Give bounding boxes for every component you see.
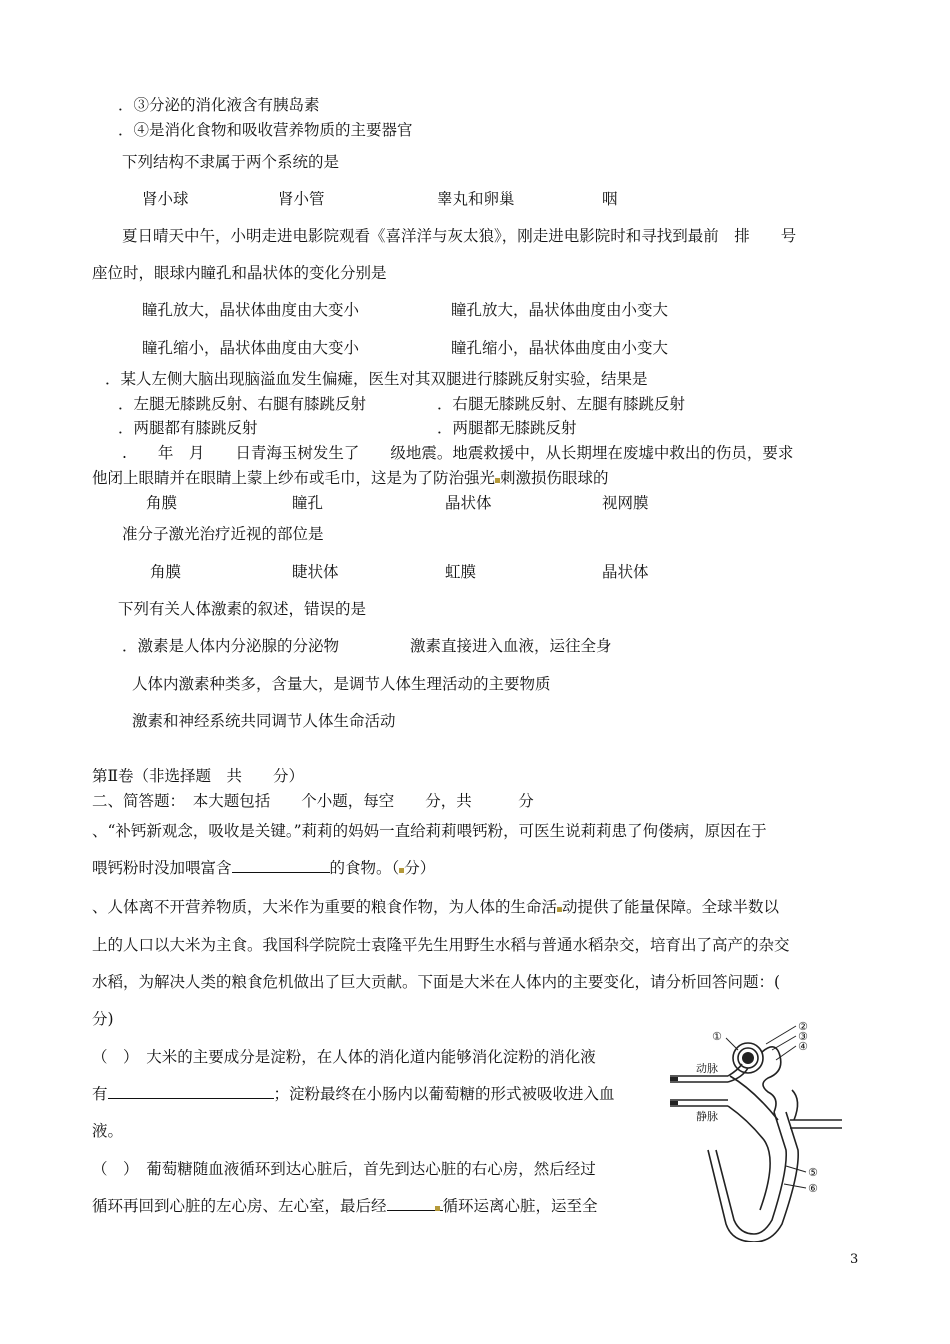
- option-b: 瞳孔: [292, 494, 324, 512]
- section-title: 第Ⅱ卷（非选择题 共 分）: [92, 767, 305, 785]
- question-stem: 下列有关人体激素的叙述，错误的是: [118, 600, 367, 618]
- artery-label: 动脉: [696, 1062, 718, 1075]
- option-c: 瞳孔缩小，晶状体曲度由大变小: [142, 339, 360, 357]
- option-b: 瞳孔放大，晶状体曲度由小变大: [451, 301, 669, 319]
- option-c: ．③分泌的消化液含有胰岛素: [118, 96, 320, 114]
- label-5: ⑤: [808, 1166, 818, 1179]
- label-4: ④: [798, 1040, 808, 1053]
- option-d: 瞳孔缩小，晶状体曲度由小变大: [451, 339, 669, 357]
- question-stem: 、人体离不开营养物质，大米作为重要的粮食作物，为人体的生命活 动提供了能量保障。全球半数以: [92, 898, 780, 916]
- option-d: 晶状体: [602, 563, 649, 581]
- option-b: 睫状体: [292, 563, 339, 581]
- section-subtitle: 二、简答题： 本大题包括 个小题，每空 分，共 分: [92, 792, 534, 810]
- option-d: 激素和神经系统共同调节人体生命活动: [132, 712, 396, 730]
- sub-question-1-cont: 有 ；淀粉最终在小肠内以葡萄糖的形式被吸收进入血: [92, 1085, 615, 1103]
- option-a: 肾小球: [142, 190, 189, 208]
- label-6: ⑥: [808, 1182, 818, 1195]
- option-d: ．两腿都无膝跳反射: [437, 419, 577, 437]
- sub-question-1-cont: 液。: [92, 1122, 124, 1140]
- option-c: 人体内激素种类多，含量大，是调节人体生理活动的主要物质: [132, 675, 551, 693]
- mark-dot: [435, 1206, 440, 1211]
- sub-question-1: （ ） 大米的主要成分是淀粉，在人体的消化道内能够消化淀粉的消化液: [92, 1048, 596, 1066]
- question-stem: ．某人左侧大脑出现脑溢血发生偏瘫，医生对其双腿进行膝跳反射实验，结果是: [105, 370, 648, 388]
- question-stem-cont: 座位时，眼球内瞳孔和晶状体的变化分别是: [92, 264, 387, 282]
- option-c: 晶状体: [445, 494, 492, 512]
- answer-blank[interactable]: [108, 1084, 274, 1099]
- question-stem-cont: 上的人口以大米为主食。我国科学院院士袁隆平先生用野生水稻与普通水稻杂交，培育出了高产的杂交: [92, 936, 790, 954]
- question-stem: 下列结构不隶属于两个系统的是: [122, 153, 340, 171]
- option-c: 虹膜: [445, 563, 477, 581]
- option-c: ．两腿都有膝跳反射: [118, 419, 258, 437]
- sub-question-2: （ ） 葡萄糖随血液循环到达心脏后，首先到达心脏的右心房，然后经过: [92, 1160, 596, 1178]
- option-b: 激素直接进入血液，运往全身: [410, 637, 612, 655]
- option-a: 瞳孔放大，晶状体曲度由大变小: [142, 301, 360, 319]
- page-number: 3: [850, 1252, 859, 1267]
- label-1: ①: [712, 1030, 722, 1043]
- question-stem: 准分子激光治疗近视的部位是: [122, 525, 324, 543]
- option-d: 视网膜: [602, 494, 649, 512]
- vein-label: 静脉: [696, 1110, 718, 1123]
- nephron-diagram: [668, 1020, 843, 1242]
- option-a: 角膜: [150, 563, 182, 581]
- label-3: ③: [798, 1030, 808, 1043]
- question-stem-cont: 分): [92, 1010, 114, 1028]
- question-stem-cont: 喂钙粉时没加喂富含 的食物。（ 分）: [92, 859, 436, 877]
- option-a: 角膜: [146, 494, 178, 512]
- question-stem-cont: 水稻，为解决人类的粮食危机做出了巨大贡献。下面是大米在人体内的主要变化，请分析回答问题：(: [92, 973, 781, 991]
- option-a: ．左腿无膝跳反射、右腿有膝跳反射: [118, 395, 367, 413]
- question-stem: . 年 月 日青海玉树发生了 级地震。地震救援中，从长期埋在废墟中救出的伤员，要求: [122, 444, 794, 462]
- question-stem: 夏日晴天中午，小明走进电影院观看《喜洋洋与灰太狼》，刚走进电影院时和寻找到最前 排 号: [122, 227, 797, 245]
- option-a: ．激素是人体内分泌腺的分泌物: [122, 637, 340, 655]
- option-d: ．④是消化食物和吸收营养物质的主要器官: [118, 121, 413, 139]
- option-b: 肾小管: [278, 190, 325, 208]
- answer-blank[interactable]: [232, 858, 330, 873]
- sub-question-2-cont: 循环再回到心脏的左心房、左心室，最后经 循环运离心脏，运至全: [92, 1197, 598, 1215]
- option-c: 睾丸和卵巢: [437, 190, 515, 208]
- question-stem: 、“补钙新观念，吸收是关键。”莉莉的妈妈一直给莉莉喂钙粉，可医生说莉莉患了佝偻病，原因在于: [92, 822, 767, 840]
- question-stem-cont: 他闭上眼睛并在眼睛上蒙上纱布或毛巾，这是为了防治强光 刺激损伤眼球的: [92, 469, 609, 487]
- label-2: ②: [798, 1020, 808, 1033]
- option-d: 咽: [602, 190, 618, 208]
- option-b: ．右腿无膝跳反射、左腿有膝跳反射: [437, 395, 686, 413]
